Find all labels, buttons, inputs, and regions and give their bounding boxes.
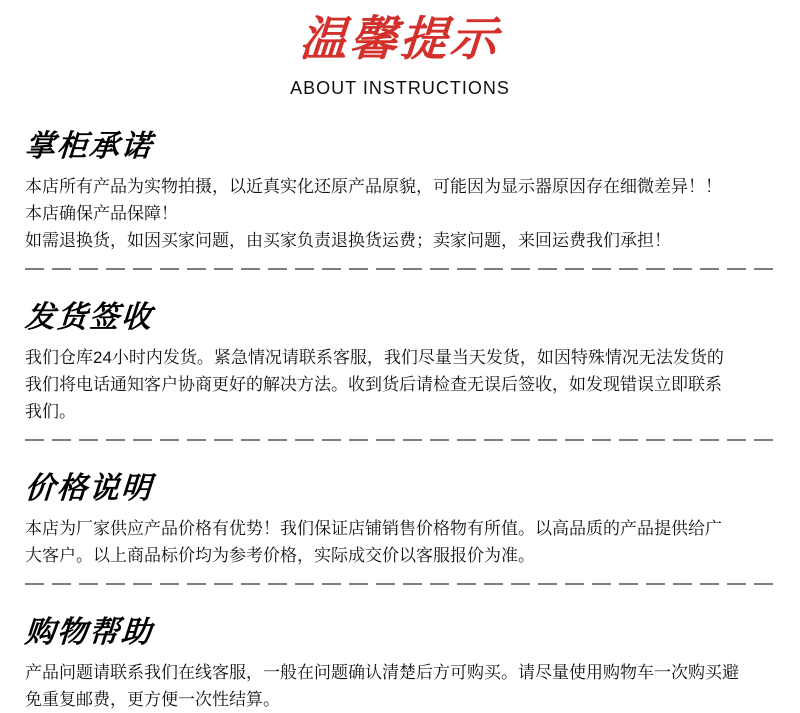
section (25, 615, 775, 713)
section-heading: 购物帮助 (23, 616, 155, 649)
section-divider (25, 583, 775, 585)
section-line: 本店为厂家供应产品价格有优势！我们保证店铺销售价格物有所值。以高品质的产品提供给广 (25, 519, 722, 538)
section-body (25, 173, 775, 254)
section-line: 免重复邮费，更方便一次性结算。 (25, 690, 280, 709)
section-line: 大客户。以上商品标价均为参考价格，实际成交价以客服报价为准。 (25, 546, 535, 565)
section-line: 产品问题请联系我们在线客服，一般在问题确认清楚后方可购买。请尽量使用购物车一次购买避 (25, 663, 739, 682)
section-line: 我们仓库24小时内发货。紧急情况请联系客服，我们尽量当天发货，如因特殊情况无法发货的 (25, 348, 724, 367)
section-body (25, 515, 775, 569)
section-line: 我们将电话通知客户协商更好的解决方法。收到货后请检查无误后签收，如发现错误立即联系 (25, 375, 722, 394)
section-heading: 掌柜承诺 (23, 130, 155, 163)
section (25, 300, 775, 425)
section-line: 本店确保产品保障！ (25, 204, 178, 223)
section-line: 如需退换货，如因买家问题，由买家负责退换货运费；卖家问题，来回运费我们承担！ (25, 231, 671, 250)
section-divider (25, 439, 775, 441)
page-title: 温馨提示 (298, 12, 502, 65)
page-header (25, 12, 775, 99)
section-heading: 价格说明 (23, 472, 155, 505)
section-divider (25, 268, 775, 270)
page-subtitle: ABOUT INSTRUCTIONS (290, 78, 510, 98)
section-line: 本店所有产品为实物拍摄，以近真实化还原产品原貌，可能因为显示器原因存在细微差异！！ (25, 177, 722, 196)
section-heading: 发货签收 (23, 301, 155, 334)
section-body (25, 659, 775, 713)
section (25, 129, 775, 254)
section-line: 我们。 (25, 402, 76, 421)
sections-container (25, 129, 775, 713)
section (25, 471, 775, 569)
section-body (25, 344, 775, 425)
